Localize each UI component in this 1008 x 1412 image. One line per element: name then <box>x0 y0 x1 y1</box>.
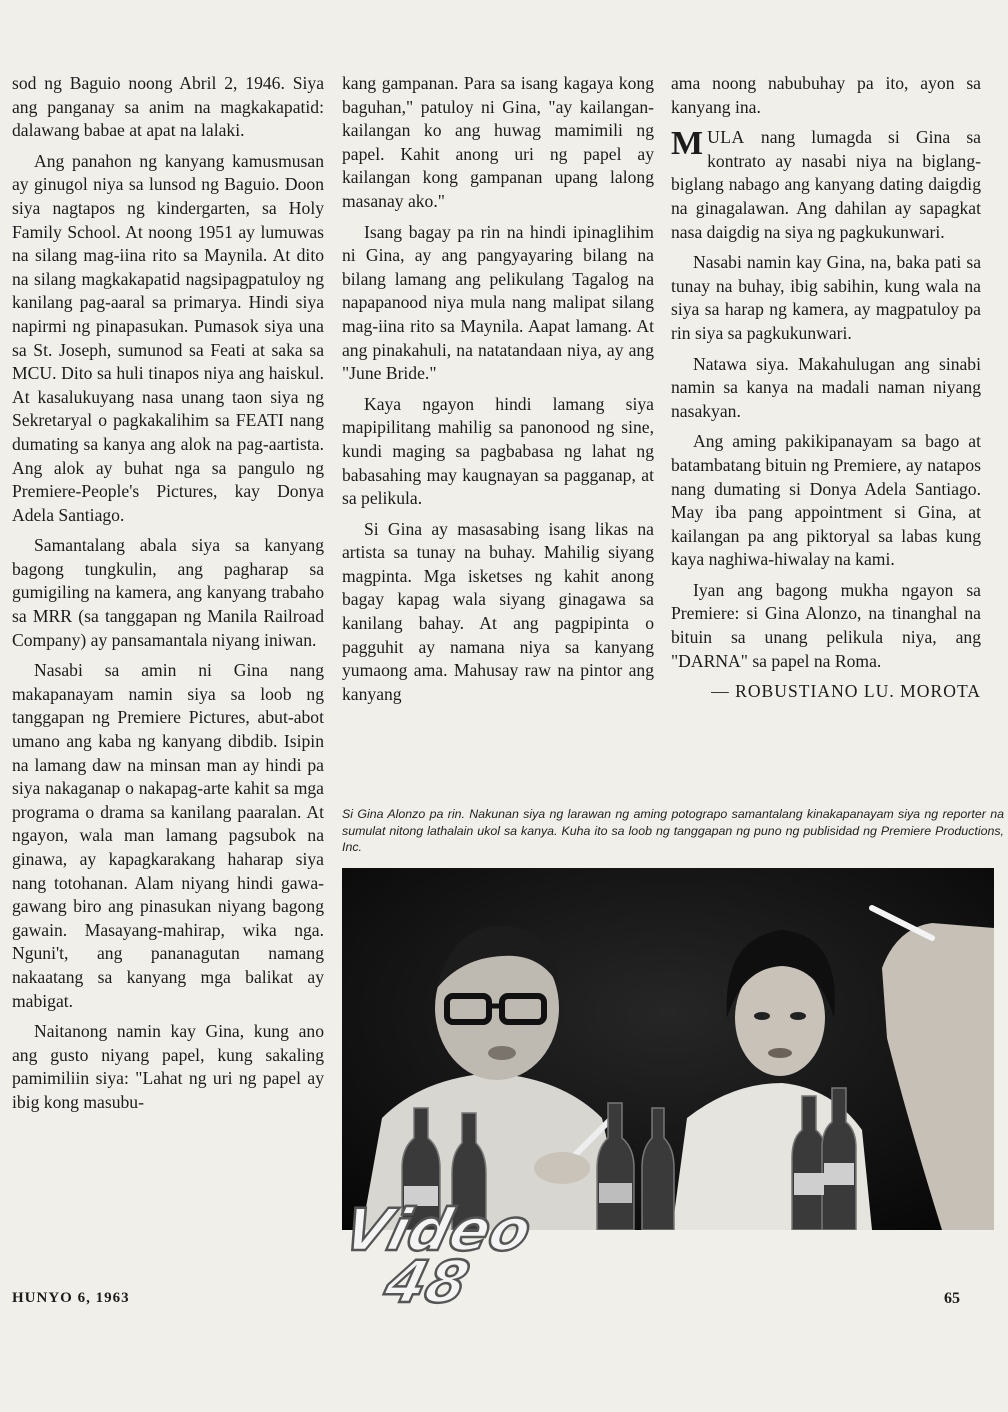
drop-cap: M <box>671 125 704 163</box>
paragraph: Kaya ngayon hindi lamang siya mapipilitang mahilig sa panonood ng sine, kundi maging sa pagbabasa ng lahat ng babasahing may kaugnayan sa pagganap, at sa pelikula. <box>342 393 654 509</box>
article-photo <box>342 868 994 1230</box>
paragraph: ama noong nabubuhay pa ito, ayon sa kanyang ina. <box>671 73 981 117</box>
section-lead-paragraph <box>671 126 981 244</box>
video48-watermark <box>318 1188 548 1308</box>
paragraph: Ang aming pakikipanayam sa bago at batambatang bituin ng Premiere, ay natapos nang dumating si Donya Adela Santiago. May iba pang appointment si Gina, at kailangan pa ang piktoryal sa labas kung kaya naghiwa-hiwalay na kami. <box>671 431 981 570</box>
photo-caption: Si Gina Alonzo pa rin. Nakunan siya ng larawan ng aming potograpo samantalang kinakapanayam siya ng reporter na sumulat nitong lathalain ukol sa kanya. Kuha ito sa loob ng tanggapan ng puno ng publisidad ng Premiere Productions, Inc. <box>342 807 1004 854</box>
paragraph: Iyan ang bagong mukha ngayon sa Premiere: si Gina Alonzo, na tinanghal na bituin sa unang pelikula niya, ang "DARNA" sa papel na Roma. <box>671 579 981 671</box>
paragraph: Samantalang abala siya sa kanyang bagong tungkulin, ang pagharap sa gumigiling na kamera, ang kanyang trabaho sa MRR (sa tanggapan ng Manila Railroad Company) ay pansamantala niyang iniwan. <box>12 535 324 650</box>
watermark-line2: 48 <box>378 1247 476 1308</box>
article-column-1 <box>12 72 324 1122</box>
paragraph: kang gampanan. Para sa isang kagaya kong baguhan," patuloy ni Gina, "ay kailangan-kailangan ko ang huwag mamimili ng papel. Kahit anong uri ng papel ay kailangan kong gampanan upang lalong masanay ako." <box>342 73 654 211</box>
paragraph: Naitanong namin kay Gina, kung ano ang gusto niyang papel, kung sakaling pamimiliin siya: "Lahat ng uri ng papel ay ibig kong masubu- <box>12 1021 324 1112</box>
photo-icon <box>342 868 994 1230</box>
paragraph: Isang bagay pa rin na hindi ipinaglihim ni Gina, ay ang pangyayaring bilang na bilang lamang ang pelikulang Tagalog na napapanood niya mula nang malipat silang mag-iina rito sa Maynila. Aapat lamang. At ang pinakahuli, na natatandaan niya, ay ang "June Bride." <box>342 221 654 384</box>
paragraph: sod ng Baguio noong Abril 2, 1946. Siya ang panganay sa anim na magkakapatid: dalawang babae at apat na lalaki. <box>12 73 324 141</box>
byline: — ROBUSTIANO LU. MOROTA <box>711 681 981 702</box>
paragraph: Natawa siya. Makahulugan ang sinabi namin sa kanya na madali naman niyang nasakyan. <box>671 353 981 421</box>
article-column-2 <box>342 72 654 713</box>
paragraph: Nasabi namin kay Gina, na, baka pati sa tunay na buhay, ibig sabihin, kung wala na siya sa harap ng kamera, ay magpatuloy pa rin siya sa pagkukunwari. <box>671 252 981 343</box>
lead-text: nang lumagda si Gina sa kontrato ay nasabi niya na biglang-biglang nabago ang kanyang dating daigdig na ginagalawan. Ang dahilan ay sapagkat nasa daigdig na siya ng pagkukunwari. <box>671 127 981 242</box>
page-number: 65 <box>944 1290 960 1307</box>
issue-date: HUNYO 6, 1963 <box>12 1290 130 1306</box>
paragraph: Ang panahon ng kanyang kamusmusan ay ginugol niya sa lunsod ng Baguio. Doon siya nagtapos ng kindergarten, sa Holy Family School. At noong 1951 ay lumuwas na silang mag-iina rito sa Maynila. At dito na silang magkakapatid nagsipagpatuloy ng kanilang pag-aaral sa primarya. Hindi siya napirmi ng pinapasukan. Pumasok siya una sa St. Joseph, sumunod sa Feati at saka sa MCU. Dito sa huli tinapos niya ang haiskul. At kasalukuyang nasa unang taon siya ng Sekretaryal o pagkakalihim sa FEATI nang dumating sa kanya ang alok na pag-aartista. Ang alok ay buhat nga sa pangulo ng Premiere-People's Pictures, kay Donya Adela Santiago. <box>12 150 324 525</box>
paragraph: Nasabi sa amin ni Gina nang makapanayam namin siya sa loob ng tanggapan ng Premiere Pictures, abut-abot umano ang kaba ng kanyang dibdib. Isipin na lamang daw na minsan man ay hindi pa siya nakaganap o nakapag-arte kahit sa mga programa o drama sa kanilang paaralan. At ngayon, wala man lamang pagsubok na ginawa, ay kapagkarakang haharap siya nang totohanan. Alam niyang hindi gawa-gawang biro ang pinasukan niyang bagong gawain. Masayang-mahirap, wika nga. Nguni't, ang pananagutan namang nakaatang sa kanyang mga balikat ay mabigat. <box>12 660 324 1011</box>
video48-logo-icon <box>318 1188 548 1308</box>
paragraph: Si Gina ay masasabing isang likas na artista sa tunay na buhay. Mahilig siyang magpinta. Mga isketses ng kahit anong bagay kapag wala siyang ginagawa sa kanilang bahay. At ang pagpipinta o pagguhit ay namana niya sa kanyang yumaong ama. Mahusay raw na pintor ang kanyang <box>342 518 654 704</box>
article-column-3 <box>671 72 981 711</box>
watermark-line1: Video <box>337 1195 539 1264</box>
lead-caps: ULA <box>707 127 745 148</box>
